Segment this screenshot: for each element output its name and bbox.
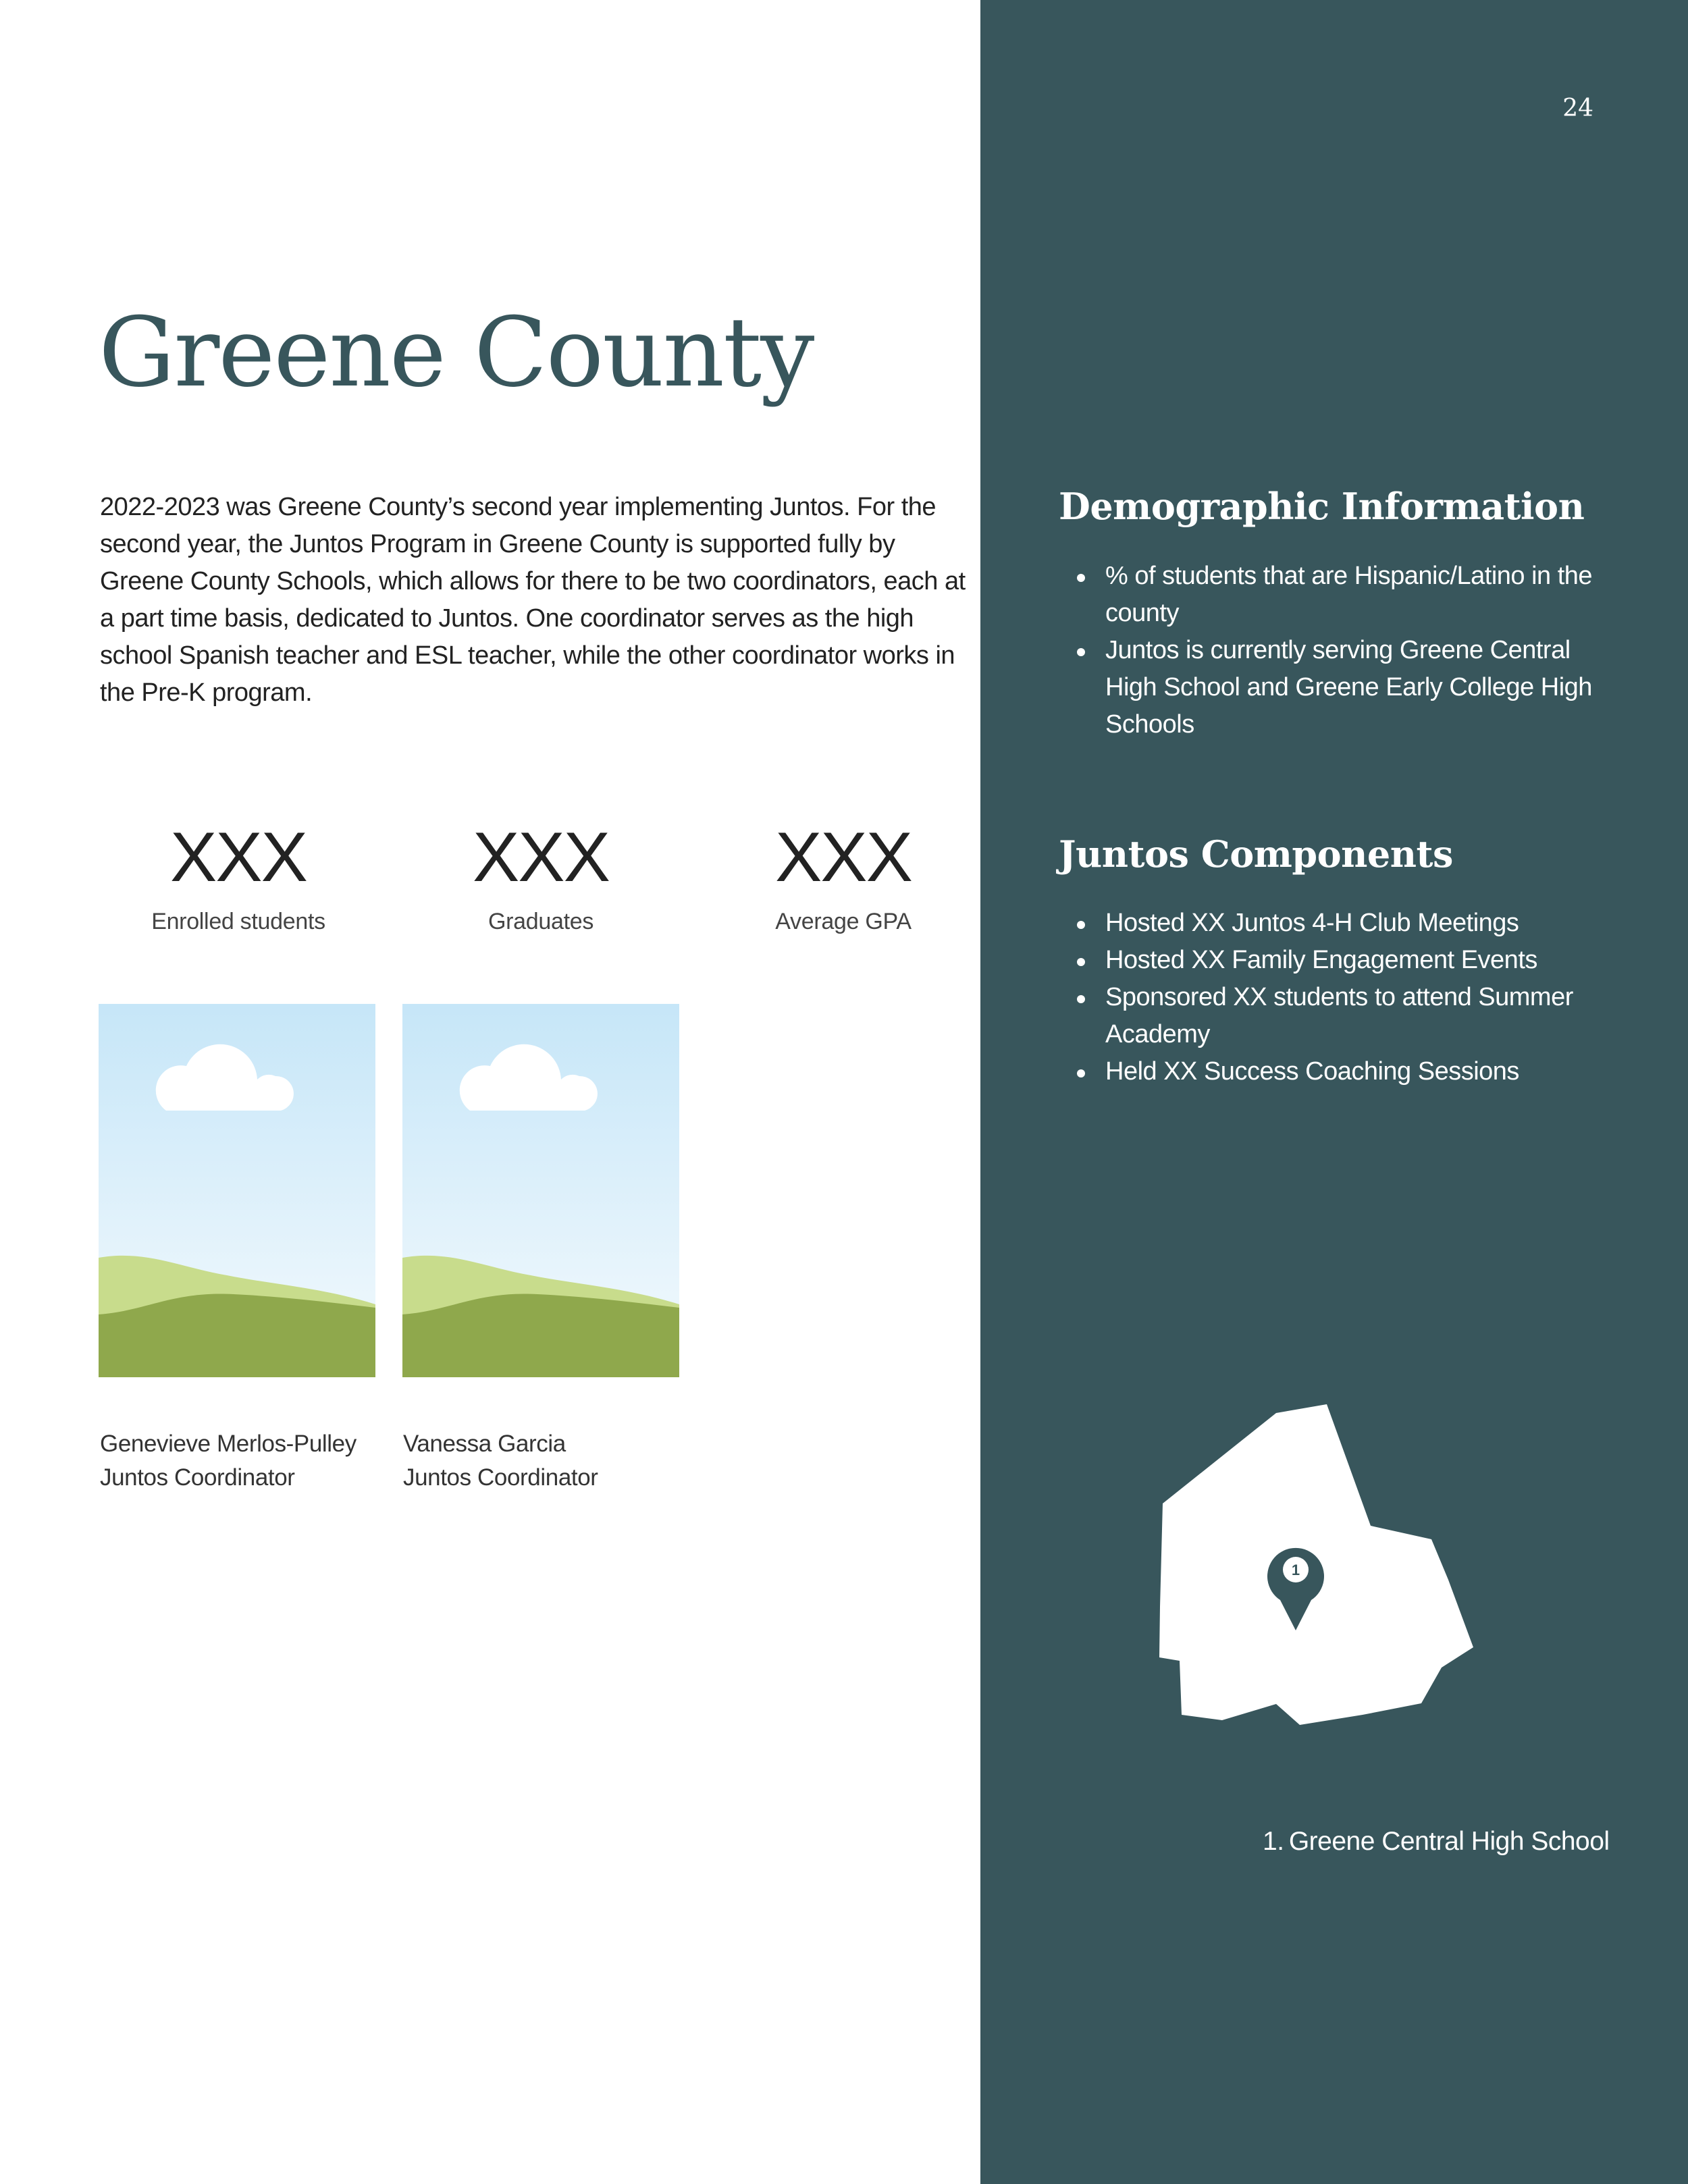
stat-average-gpa: [695, 810, 992, 935]
components-list: [1059, 905, 1612, 1090]
coordinator-photo-placeholder: [99, 1004, 375, 1377]
coordinator-caption: [100, 1427, 357, 1495]
coordinator-caption: [403, 1427, 598, 1495]
stat-enrolled: [90, 810, 387, 935]
stat-label: Average GPA: [775, 909, 912, 934]
list-item: Held XX Success Coaching Sessions: [1059, 1053, 1612, 1090]
stat-value: XXX: [472, 818, 610, 897]
county-outline-map: [1148, 1404, 1485, 1776]
landscape-placeholder-image: [99, 1004, 375, 1377]
list-item: % of students that are Hispanic/Latino in the county: [1059, 558, 1612, 632]
map-pin-label: 1: [1291, 1562, 1300, 1578]
page-title: Greene County: [99, 297, 814, 408]
county-map: [1148, 1404, 1485, 1776]
stat-value: XXX: [774, 818, 912, 897]
page-number: 24: [1562, 95, 1593, 122]
list-item: Juntos is currently serving Greene Central High School and Greene Early College High Schools: [1059, 632, 1612, 743]
components-heading: Juntos Components: [1059, 832, 1453, 876]
stat-label: Graduates: [487, 909, 594, 934]
coordinator-role: Juntos Coordinator: [100, 1464, 295, 1491]
demographic-heading: Demographic Information: [1059, 485, 1585, 528]
intro-paragraph: 2022-2023 was Greene County’s second year implementing Juntos. For the second year, the Juntos Program in Greene County is supported fully by Greene County Schools, which allows for there to be two coordinators, each at a part time basis, dedicated to Juntos. One coordinator serves as the high school Spanish teacher and ESL teacher, while the other coordinator works in the Pre-K program.: [100, 493, 966, 707]
list-item: Sponsored XX students to attend Summer Academy: [1059, 979, 1612, 1053]
demographic-list: [1059, 558, 1612, 743]
stat-graduates: [392, 810, 689, 935]
list-item: Hosted XX Family Engagement Events: [1059, 942, 1612, 979]
coordinator-photo-placeholder: [402, 1004, 679, 1377]
stat-value: XXX: [169, 818, 307, 897]
list-item: Hosted XX Juntos 4-H Club Meetings: [1059, 905, 1612, 942]
coordinator-role: Juntos Coordinator: [403, 1464, 598, 1491]
stat-label: Enrolled students: [151, 909, 325, 934]
landscape-placeholder-image: [402, 1004, 679, 1377]
map-legend: 1. Greene Central High School: [1263, 1827, 1610, 1856]
coordinator-name: Vanessa Garcia: [403, 1431, 566, 1457]
coordinator-name: Genevieve Merlos-Pulley: [100, 1431, 357, 1457]
